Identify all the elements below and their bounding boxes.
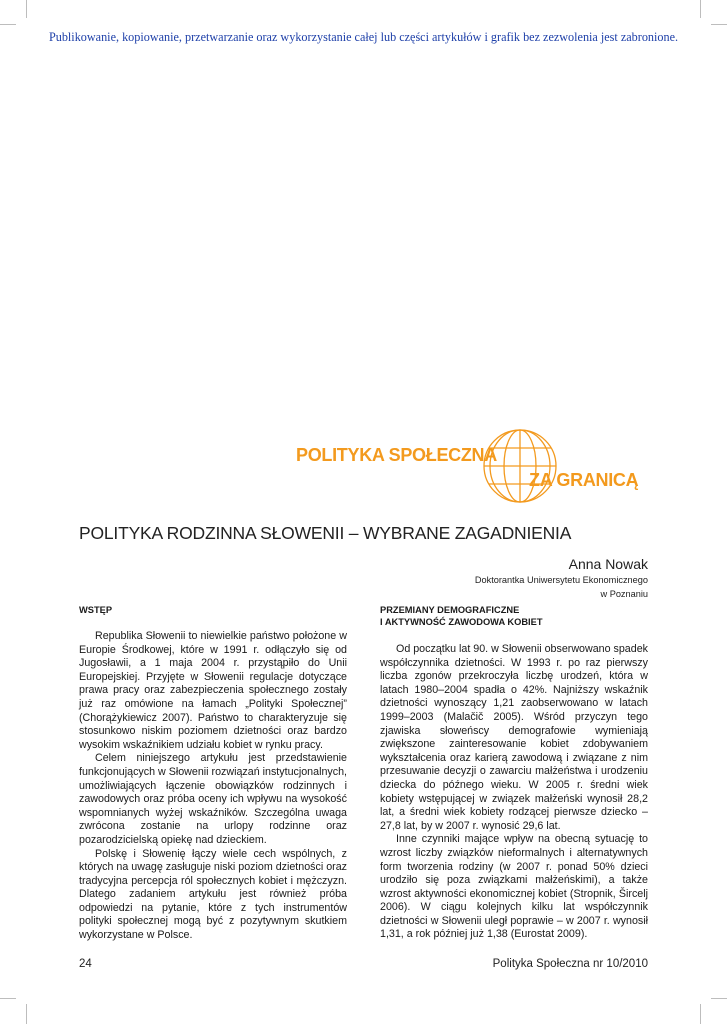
journal-footer: Polityka Społeczna nr 10/2010	[492, 958, 648, 970]
author-affiliation-line2: w Poznaniu	[600, 589, 648, 599]
section-title-line2: ZA GRANICĄ	[529, 470, 639, 490]
crop-mark	[26, 1004, 27, 1024]
crop-mark	[711, 24, 727, 25]
crop-mark	[0, 24, 16, 25]
crop-mark	[700, 0, 701, 18]
right-column	[380, 604, 648, 942]
crop-mark	[0, 998, 16, 999]
crop-mark	[711, 998, 727, 999]
left-column	[79, 604, 347, 943]
author-name: Anna Nowak	[568, 556, 648, 572]
author-affiliation-line1: Doktorantka Uniwersytetu Ekonomicznego	[474, 575, 648, 585]
article-title: POLITYKA RODZINNA SŁOWENII – WYBRANE ZAGADNIENIA	[79, 523, 572, 543]
crop-mark	[700, 1004, 701, 1024]
crop-mark	[26, 0, 27, 18]
heading-line2: I AKTYWNOŚĆ ZAWODOWA KOBIET	[380, 617, 543, 627]
section-heading-demographics	[380, 604, 648, 628]
paragraph: Od początku lat 90. w Słowenii obserwowano spadek współczynnika dzietności. W 1993 r. po raz pierwszy liczba zgonów przekroczyła liczbę urodzeń, która w latach 1980–2004 spadła o 42%. Najniższy wskaźnik dzietności wynoszący 1,21 zaobserwowano w latach 1999–2003 (Malačič 2005). Wśród przyczyn tego zjawiska słoweńscy demografowie wymieniają zwiększone zainteresowanie kobiet zdobywaniem wykształcenia oraz karierą zawodową i związane z nim przesuwanie decyzji o zawarciu małżeństwa i urodzeniu dziecka do późnego wieku. W 2005 r. średni wiek kobiety wstępującej w związek małżeński wynosił 28,2 lat, a średni wiek kobiety rodzącej pierwsze dziecko – 27,8 lat, by w 2007 r. wynosić 29,6 lat.	[380, 643, 648, 832]
section-heading-intro: WSTĘP	[79, 605, 113, 615]
paragraph: Celem niniejszego artykułu jest przedstawienie funkcjonujących w Słowenii rozwiązań instytucjonalnych, umożliwiających łączenie obowiązków rodzinnych i zawodowych oraz próba oceny ich wpływu na wysokość wspomnianych wyżej wskaźników. Szczególna uwaga zwrócona zostanie na urlopy rodzinne oraz pozarodzicielską opiekę nad dzieckiem.	[79, 752, 347, 846]
heading-line1: PRZEMIANY DEMOGRAFICZNE	[380, 605, 520, 615]
section-title-line1: POLITYKA SPOŁECZNA	[296, 445, 497, 465]
paragraph: Inne czynniki mające wpływ na obecną sytuację to wzrost liczby związków nieformalnych i alternatywnych form tworzenia rodziny (w 2007 r. ponad 50% dzieci urodziło się poza związkami małżeńskimi), a także wzrost aktywności ekonomicznej kobiet (Stropnik, Šircelj 2006). W ciągu kolejnych kilku lat współczynnik dzietności w Słowenii uległ poprawie – w 2007 r. wynosił 1,31, a rok później już 1,38 (Eurostat 2009).	[380, 833, 648, 941]
author-block	[475, 556, 648, 600]
paragraph: Republika Słowenii to niewielkie państwo położone w Europie Środkowej, które w 1991 r. odłączyło się od Jugosławii, a 1 maja 2004 r. przystąpiło do Unii Europejskiej. Przyjęte w Słowenii regulacje dotyczące prawa pracy oraz zabezpieczenia społecznego zostały już raz omówione na łamach „Polityki Społecznej” (Chorążykiewicz 2007). Państwo to charakteryzuje się stosunkowo niskim poziomem dzietności oraz bardzo wysokim wskaźnikiem udziału kobiet w rynku pracy.	[79, 630, 347, 751]
copyright-notice: Publikowanie, kopiowanie, przetwarzanie oraz wykorzystanie całej lub części artykułów i grafik bez zezwolenia jest zabronione.	[48, 30, 679, 44]
paragraph: Polskę i Słowenię łączy wiele cech wspólnych, z których na uwagę zasługuje niski poziom dzietności oraz tradycyjna percepcja ról społecznych kobiet i mężczyzn. Dlatego zadaniem artykułu jest również próba odpowiedzi na pytanie, które z tych instrumentów polityki społecznej mogą być z pozytywnym skutkiem wykorzystane w Polsce.	[79, 847, 347, 942]
page-number: 24	[79, 958, 92, 970]
globe-icon	[480, 426, 560, 506]
